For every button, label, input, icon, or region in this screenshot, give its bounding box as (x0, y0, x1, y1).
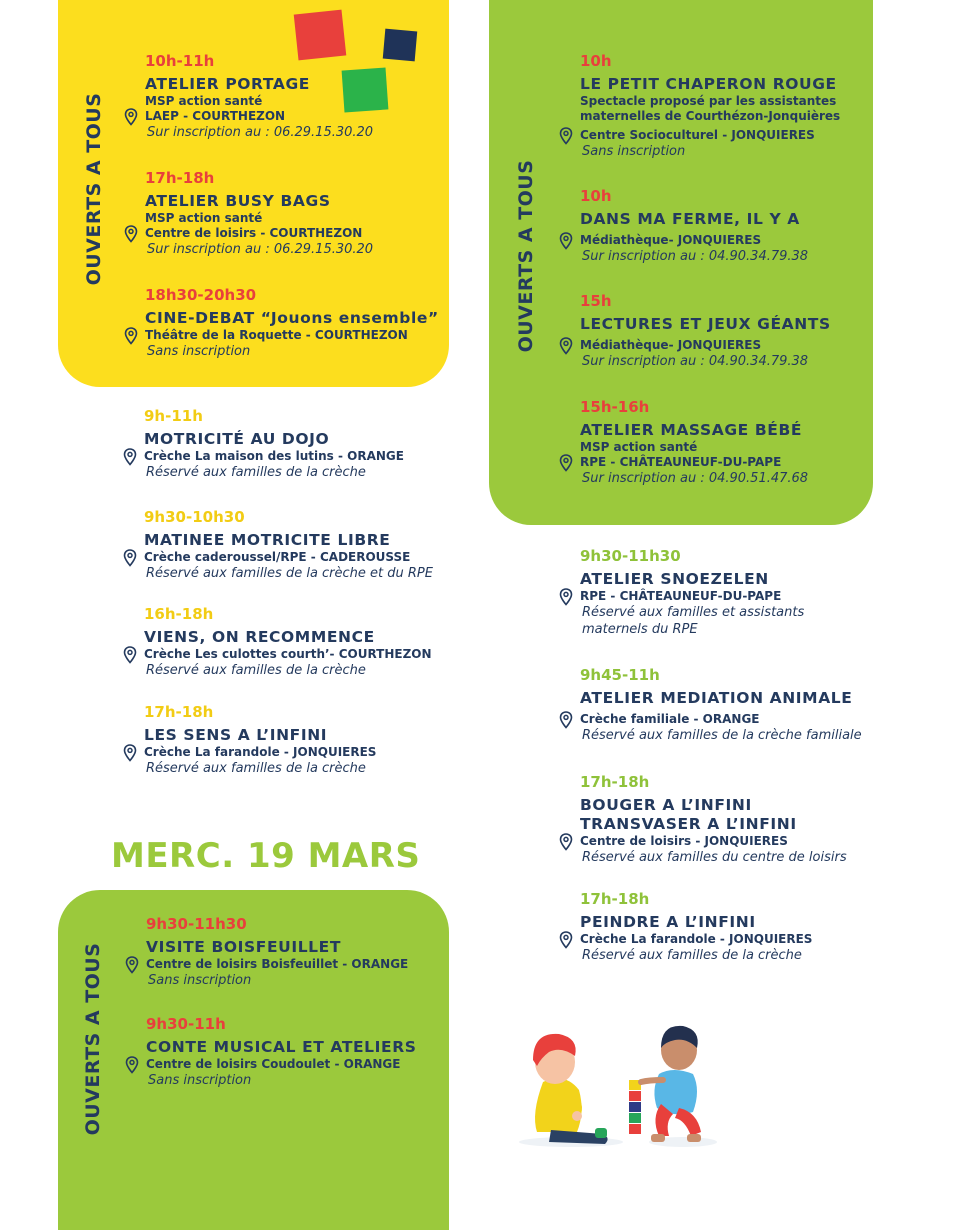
event-dans-ma-ferme (580, 187, 860, 265)
event-location-text: Médiathèque- JONQUIERES (580, 338, 762, 352)
map-pin-icon (559, 711, 573, 729)
event-note: Réservé aux familles de la crèche (146, 761, 366, 776)
event-title: LES SENS A L’INFINI (144, 726, 328, 744)
event-title: MATINEE MOTRICITE LIBRE (144, 531, 391, 549)
event-atelier-portage (145, 52, 465, 141)
event-location-text: Médiathèque- JONQUIERES (580, 233, 762, 247)
event-time: 17h-18h (144, 703, 214, 721)
event-location-text: Crèche La farandole - JONQUIERES (580, 932, 813, 946)
children-playing-blocks-illustration (511, 1004, 721, 1148)
event-time: 16h-18h (144, 605, 214, 623)
event-title: ATELIER PORTAGE (145, 75, 310, 93)
event-note: Réservé aux familles du centre de loisirs (582, 850, 847, 865)
event-note: Réservé aux familles de la crèche (146, 663, 366, 678)
open-to-all-label-right: OUVERTS A TOUS (515, 159, 537, 353)
map-pin-icon (559, 127, 573, 145)
event-location (145, 328, 465, 343)
event-time: 9h45-11h (580, 666, 660, 684)
event-time: 9h30-11h (146, 1015, 226, 1033)
event-title: MOTRICITÉ AU DOJO (144, 430, 330, 448)
map-pin-icon (123, 549, 137, 567)
event-massage-bebe (580, 398, 860, 487)
event-les-sens-infini (144, 703, 464, 777)
event-time: 17h-18h (580, 890, 650, 908)
map-pin-icon (123, 448, 137, 466)
event-time: 18h30-20h30 (145, 286, 257, 304)
event-location (580, 589, 840, 604)
event-cine-debat (145, 286, 465, 360)
event-location (145, 226, 465, 241)
event-location (144, 647, 464, 662)
event-title: VIENS, ON RECOMMENCE (144, 628, 375, 646)
event-subtitle: Spectacle proposé par les assistantes maternelles de Courthézon-Jonquières (580, 94, 841, 123)
event-subtitle: MSP action santé (145, 211, 263, 225)
event-title: ATELIER MASSAGE BÉBÉ (580, 421, 803, 439)
event-location-text: Crèche La farandole - JONQUIERES (144, 745, 377, 759)
event-location-text: Centre de loisirs Coudoulet - ORANGE (146, 1057, 401, 1071)
map-pin-icon (559, 232, 573, 250)
event-motricite-dojo (144, 407, 464, 481)
event-location-text: RPE - CHÂTEAUNEUF-DU-PAPE (580, 455, 782, 469)
event-location-text: Centre de loisirs Boisfeuillet - ORANGE (146, 957, 409, 971)
event-location-text: Centre Socioculturel - JONQUIERES (580, 128, 815, 142)
map-pin-icon (125, 1056, 139, 1074)
event-atelier-busy-bags (145, 169, 465, 258)
open-to-all-label-yellow: OUVERTS A TOUS (83, 92, 105, 286)
event-title: ATELIER SNOEZELEN (580, 570, 769, 588)
date-heading: MERC. 19 MARS (111, 836, 421, 876)
event-mediation-animale (580, 666, 900, 744)
event-time: 17h-18h (580, 773, 650, 791)
event-location-text: Centre de loisirs - COURTHEZON (145, 226, 363, 240)
event-time: 9h30-11h30 (580, 547, 681, 565)
event-location-text: Théâtre de la Roquette - COURTHEZON (145, 328, 408, 342)
event-note: Réservé aux familles de la crèche (146, 465, 366, 480)
event-note: Sans inscription (148, 1073, 252, 1088)
event-title: LECTURES ET JEUX GÉANTS (580, 315, 831, 333)
event-title: CINE-DEBAT “Jouons ensemble” (145, 309, 439, 327)
map-pin-icon (123, 744, 137, 762)
event-location-text: Crèche caderoussel/RPE - CADEROUSSE (144, 550, 411, 564)
event-location (580, 712, 900, 727)
event-peindre-infini (580, 890, 880, 964)
map-pin-icon (559, 337, 573, 355)
event-note: Réservé aux familles de la crèche (582, 948, 802, 963)
event-location-text: LAEP - COURTHEZON (145, 109, 286, 123)
event-title: CONTE MUSICAL ET ATELIERS (146, 1038, 417, 1056)
event-title: ATELIER MEDIATION ANIMALE (580, 689, 853, 707)
map-pin-icon (125, 956, 139, 974)
event-location-text: Crèche La maison des lutins - ORANGE (144, 449, 404, 463)
event-location (144, 550, 464, 565)
event-note: Sur inscription au : 04.90.34.79.38 (582, 354, 809, 369)
event-note: Réservé aux familles de la crèche familiale (582, 728, 862, 743)
event-title: PEINDRE A L’INFINI (580, 913, 756, 931)
event-location-text: RPE - CHÂTEAUNEUF-DU-PAPE (580, 589, 782, 603)
event-time: 10h (580, 52, 612, 70)
event-note: Réservé aux familles et assistants maternels du RPE (582, 605, 805, 637)
event-note: Sans inscription (582, 144, 686, 159)
event-location (144, 745, 464, 760)
map-pin-icon (559, 454, 573, 472)
event-location (580, 128, 860, 143)
event-title: DANS MA FERME, IL Y A (580, 210, 800, 228)
event-time: 9h30-10h30 (144, 508, 245, 526)
map-pin-icon (559, 588, 573, 606)
event-title: BOUGER A L’INFINI TRANSVASER A L’INFINI (580, 796, 797, 833)
event-note: Réservé aux familles de la crèche et du RPE (146, 566, 433, 581)
event-location (580, 455, 860, 470)
event-note: Sur inscription au : 06.29.15.30.20 (147, 242, 374, 257)
map-pin-icon (123, 646, 137, 664)
event-time: 15h-16h (580, 398, 650, 416)
event-petit-chaperon-rouge (580, 52, 860, 160)
event-lectures-jeux-geants (580, 292, 860, 370)
event-conte-musical (146, 1015, 466, 1089)
event-location-text: Crèche familiale - ORANGE (580, 712, 760, 726)
event-time: 9h30-11h30 (146, 915, 247, 933)
map-pin-icon (559, 833, 573, 851)
event-location-text: Crèche Les culottes courth’- COURTHEZON (144, 647, 432, 661)
event-bouger-transvaser (580, 773, 847, 866)
map-pin-icon (124, 225, 138, 243)
event-snoezelen (580, 547, 840, 638)
event-location (580, 338, 860, 353)
event-viens-on-recommence (144, 605, 464, 679)
event-time: 9h-11h (144, 407, 203, 425)
event-subtitle: MSP action santé (580, 440, 698, 454)
event-note: Sans inscription (148, 973, 252, 988)
event-location-text: Centre de loisirs - JONQUIERES (580, 834, 788, 848)
event-title: LE PETIT CHAPERON ROUGE (580, 75, 837, 93)
event-location (146, 957, 466, 972)
event-note: Sur inscription au : 04.90.51.47.68 (582, 471, 809, 486)
event-note: Sur inscription au : 04.90.34.79.38 (582, 249, 809, 264)
event-time: 17h-18h (145, 169, 215, 187)
open-to-all-label-bottom: OUVERTS A TOUS (82, 942, 104, 1136)
map-pin-icon (124, 108, 138, 126)
event-time: 15h (580, 292, 612, 310)
event-note: Sans inscription (147, 344, 251, 359)
event-title: ATELIER BUSY BAGS (145, 192, 331, 210)
event-matinee-motricite (144, 508, 464, 582)
event-location (144, 449, 464, 464)
event-location (145, 109, 465, 124)
event-title: VISITE BOISFEUILLET (146, 938, 342, 956)
map-pin-icon (559, 931, 573, 949)
event-visite-boisfeuillet (146, 915, 466, 989)
event-location (580, 834, 880, 849)
event-location (580, 932, 880, 947)
event-location (580, 233, 860, 248)
event-time: 10h-11h (145, 52, 215, 70)
event-location (146, 1057, 466, 1072)
event-time: 10h (580, 187, 612, 205)
map-pin-icon (124, 327, 138, 345)
event-subtitle: MSP action santé (145, 94, 263, 108)
event-note: Sur inscription au : 06.29.15.30.20 (147, 125, 374, 140)
